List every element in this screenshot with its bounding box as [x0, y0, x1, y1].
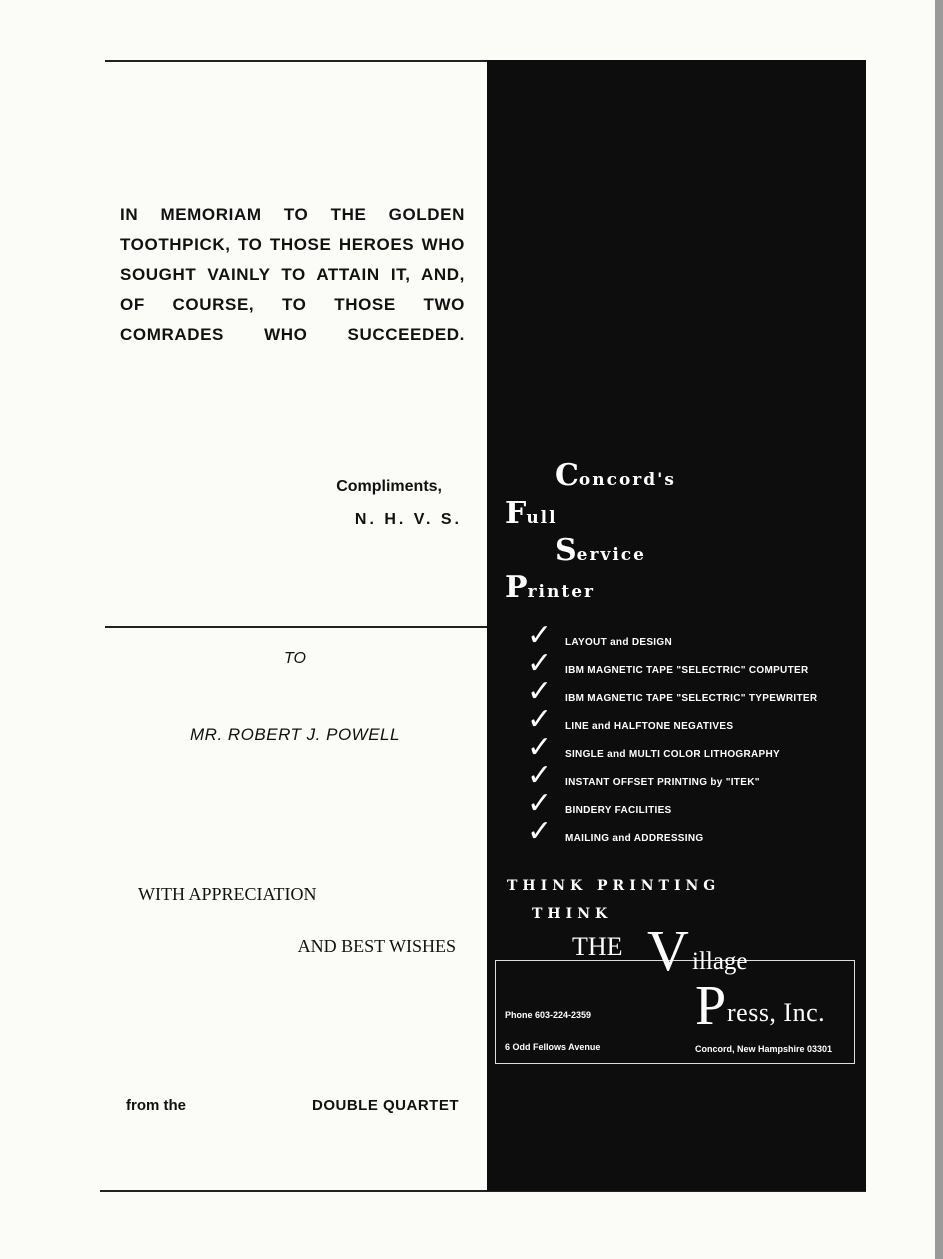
street-address: 6 Odd Fellows Avenue — [505, 1042, 601, 1052]
headline-line-3 — [555, 533, 646, 568]
service-label: MAILING and ADDRESSING — [565, 833, 704, 844]
list-item — [527, 758, 857, 796]
logo-p: P — [695, 975, 727, 1037]
service-label: SINGLE and MULTI COLOR LITHOGRAPHY — [565, 749, 781, 760]
logo-ress: ress, Inc. — [727, 998, 826, 1027]
checkmark-icon: ✓ — [527, 618, 553, 653]
headline-line-4 — [505, 570, 595, 605]
headline-rest: rinter — [527, 582, 595, 602]
memoriam-text: IN MEMORIAM TO THE GOLDEN TOOTHPICK, TO THOSE HEROES WHO SOUGHT VAINLY TO ATTAIN IT, AND, OF COURSE, TO THOSE TWO COMRADES WHO SUCCEEDED. — [120, 205, 465, 344]
service-label: IBM MAGNETIC TAPE "SELECTRIC" COMPUTER — [565, 665, 809, 676]
middle-rule — [105, 626, 487, 628]
list-item — [527, 786, 857, 824]
checkmark-icon: ✓ — [527, 674, 553, 709]
service-list — [527, 618, 857, 852]
headline-initial: F — [505, 496, 527, 531]
checkmark-icon: ✓ — [527, 730, 553, 765]
to-text: TO — [284, 650, 306, 667]
signature-text: N. H. V. S. — [354, 511, 462, 528]
headline-rest: oncord's — [578, 470, 676, 490]
group-name: DOUBLE QUARTET — [312, 1097, 459, 1114]
headline-initial: P — [505, 570, 528, 605]
headline-rest: ull — [526, 508, 558, 528]
appreciation-text: WITH APPRECIATION — [138, 884, 317, 904]
service-label: BINDERY FACILITIES — [565, 805, 672, 816]
think-text: THINK — [532, 906, 613, 922]
city-address: Concord, New Hampshire 03301 — [695, 1044, 833, 1054]
service-label: LINE and HALFTONE NEGATIVES — [565, 721, 734, 732]
list-item — [527, 646, 857, 684]
phone-number: Phone 603-224-2359 — [505, 1010, 592, 1020]
think-printing-text: THINK PRINTING — [507, 878, 721, 894]
logo-the: THE — [572, 932, 623, 961]
checkmark-icon: ✓ — [527, 646, 553, 681]
headline-rest: ervice — [576, 545, 646, 565]
best-wishes-text: AND BEST WISHES — [297, 936, 456, 956]
recipient-name: MR. ROBERT J. POWELL — [190, 725, 400, 744]
list-item — [527, 814, 857, 852]
service-label: LAYOUT and DESIGN — [565, 637, 672, 648]
logo-illage: illage — [692, 948, 748, 975]
list-item — [527, 702, 857, 740]
service-label: INSTANT OFFSET PRINTING by "ITEK" — [565, 777, 760, 788]
logo-v: V — [647, 918, 689, 983]
checkmark-icon: ✓ — [527, 702, 553, 737]
headline-initial: S — [555, 533, 577, 568]
list-item — [527, 618, 857, 656]
compliments-text: Compliments, — [336, 478, 442, 495]
headline-line-2 — [505, 496, 558, 531]
list-item — [527, 730, 857, 768]
page-edge-shadow — [935, 0, 943, 1259]
printer-advertisement — [487, 60, 866, 1191]
list-item — [527, 674, 857, 712]
checkmark-icon: ✓ — [527, 786, 553, 821]
service-label: IBM MAGNETIC TAPE "SELECTRIC" TYPEWRITER — [565, 693, 818, 704]
from-the-text: from the — [126, 1097, 186, 1114]
headline-initial: C — [555, 458, 579, 493]
checkmark-icon: ✓ — [527, 814, 553, 849]
checkmark-icon: ✓ — [527, 758, 553, 793]
headline-line-1 — [555, 458, 676, 493]
